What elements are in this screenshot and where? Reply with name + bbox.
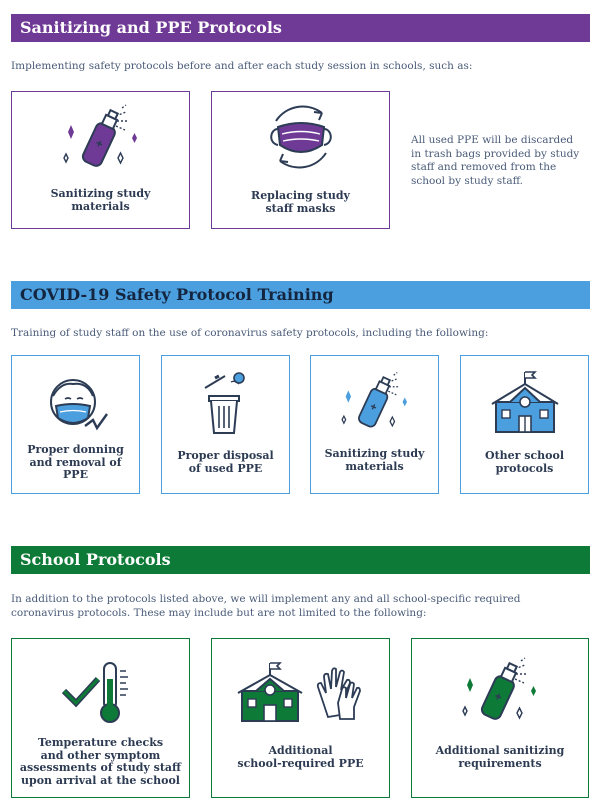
card-label: Temperature checks and other symptom assessments of study staff upon arrival at the school <box>19 736 182 787</box>
card-sanitizing-materials-2 <box>310 355 439 494</box>
card-replacing-masks <box>211 91 390 229</box>
thermometer-check-icon <box>12 657 189 727</box>
section2-intro: Training of study staff on the use of coronavirus safety protocols, including the following: <box>11 327 489 339</box>
card-label: Additional sanitizing requirements <box>435 744 565 770</box>
spray-bottle-icon <box>12 102 189 172</box>
spray-bottle-icon <box>311 366 438 436</box>
person-mask-icon <box>12 368 139 438</box>
card-label: Sanitizing study materials <box>324 447 425 473</box>
card-school-ppe <box>211 638 390 798</box>
card-disposal-ppe <box>161 355 290 494</box>
mask-replace-icon <box>212 102 389 172</box>
school-building-icon <box>461 368 588 438</box>
section1-intro: Implementing safety protocols before and after each study session in schools, such as: <box>11 60 473 72</box>
school-gloves-icon <box>212 657 389 727</box>
card-donning-ppe <box>11 355 140 494</box>
spray-bottle-icon <box>412 655 588 725</box>
section3-intro: In addition to the protocols listed above, we will implement any and all school-specific required coronavirus protocols. These may include but are not limited to the following: <box>11 593 521 619</box>
section2-banner <box>11 281 590 309</box>
card-label: Replacing study staff masks <box>251 189 350 215</box>
card-sanitizing-requirements <box>411 638 589 798</box>
card-sanitizing-materials <box>11 91 190 229</box>
card-label: Additional school-required PPE <box>237 744 364 770</box>
card-label: Sanitizing study materials <box>50 187 151 213</box>
card-temperature-checks <box>11 638 190 798</box>
section1-banner <box>11 14 590 42</box>
card-label: Proper disposal of used PPE <box>177 449 274 475</box>
section1-title: Sanitizing and PPE Protocols <box>20 18 282 37</box>
section2-title: COVID-19 Safety Protocol Training <box>20 285 334 304</box>
card-label: Other school protocols <box>484 449 565 475</box>
trash-can-icon <box>162 368 289 438</box>
section3-title: School Protocols <box>20 550 171 569</box>
card-other-protocols <box>460 355 589 494</box>
card-label: Proper donning and removal of PPE <box>27 443 124 481</box>
section3-banner <box>11 546 590 574</box>
ppe-discard-note: All used PPE will be discarded in trash bags provided by study staff and removed from the school by study staff. <box>411 134 580 187</box>
